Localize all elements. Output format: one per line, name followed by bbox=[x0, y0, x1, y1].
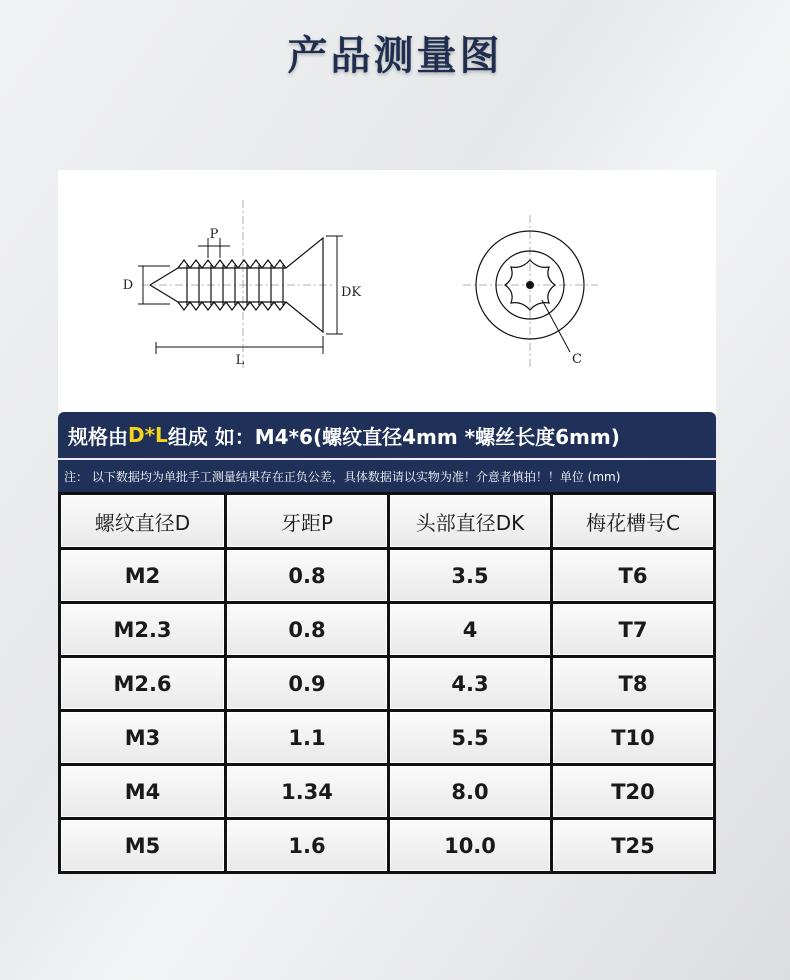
screw-drawing bbox=[58, 170, 716, 415]
table-row bbox=[60, 549, 715, 603]
cell-torx-size: T10 bbox=[552, 711, 715, 765]
cell-pitch: 0.8 bbox=[226, 549, 389, 603]
table-row bbox=[60, 603, 715, 657]
cell-torx-size: T8 bbox=[552, 657, 715, 711]
header-pitch: 牙距P bbox=[226, 494, 389, 549]
spec-highlight: D*L bbox=[128, 423, 168, 447]
page-title: 产品测量图 bbox=[287, 33, 503, 79]
header-torx-size: 梅花槽号C bbox=[552, 494, 715, 549]
cell-thread-diameter: M5 bbox=[60, 819, 226, 873]
cell-pitch: 1.6 bbox=[226, 819, 389, 873]
label-d: D bbox=[122, 278, 134, 293]
cell-thread-diameter: M3 bbox=[60, 711, 226, 765]
cell-pitch: 1.34 bbox=[226, 765, 389, 819]
table-row bbox=[60, 711, 715, 765]
screw-diagram bbox=[58, 170, 716, 415]
cell-thread-diameter: M4 bbox=[60, 765, 226, 819]
table-header-row bbox=[60, 494, 715, 549]
spec-format-banner bbox=[58, 412, 716, 458]
table-row bbox=[60, 657, 715, 711]
cell-torx-size: T25 bbox=[552, 819, 715, 873]
table-row bbox=[60, 819, 715, 873]
cell-head-diameter: 8.0 bbox=[389, 765, 552, 819]
table-row bbox=[60, 765, 715, 819]
measurement-note: 注： 以下数据均为单批手工测量结果存在正负公差，具体数据请以实物为准！介意者慎拍！！单位 (mm) bbox=[58, 460, 716, 492]
label-p: P bbox=[209, 227, 219, 242]
cell-head-diameter: 3.5 bbox=[389, 549, 552, 603]
header-head-diameter: 头部直径DK bbox=[389, 494, 552, 549]
header-thread-diameter: 螺纹直径D bbox=[60, 494, 226, 549]
spec-prefix: 规格由 bbox=[68, 424, 128, 449]
cell-torx-size: T6 bbox=[552, 549, 715, 603]
cell-torx-size: T20 bbox=[552, 765, 715, 819]
cell-torx-size: T7 bbox=[552, 603, 715, 657]
cell-thread-diameter: M2.6 bbox=[60, 657, 226, 711]
cell-head-diameter: 5.5 bbox=[389, 711, 552, 765]
cell-pitch: 0.8 bbox=[226, 603, 389, 657]
cell-thread-diameter: M2 bbox=[60, 549, 226, 603]
cell-head-diameter: 10.0 bbox=[389, 819, 552, 873]
label-dk: DK bbox=[341, 285, 362, 300]
label-c: C bbox=[572, 352, 582, 367]
spec-suffix: 组成 如：M4*6(螺纹直径4mm *螺丝长度6mm) bbox=[167, 424, 620, 449]
spec-table bbox=[58, 492, 716, 874]
cell-pitch: 1.1 bbox=[226, 711, 389, 765]
cell-thread-diameter: M2.3 bbox=[60, 603, 226, 657]
label-l: L bbox=[235, 353, 245, 368]
cell-head-diameter: 4 bbox=[389, 603, 552, 657]
cell-head-diameter: 4.3 bbox=[389, 657, 552, 711]
cell-pitch: 0.9 bbox=[226, 657, 389, 711]
